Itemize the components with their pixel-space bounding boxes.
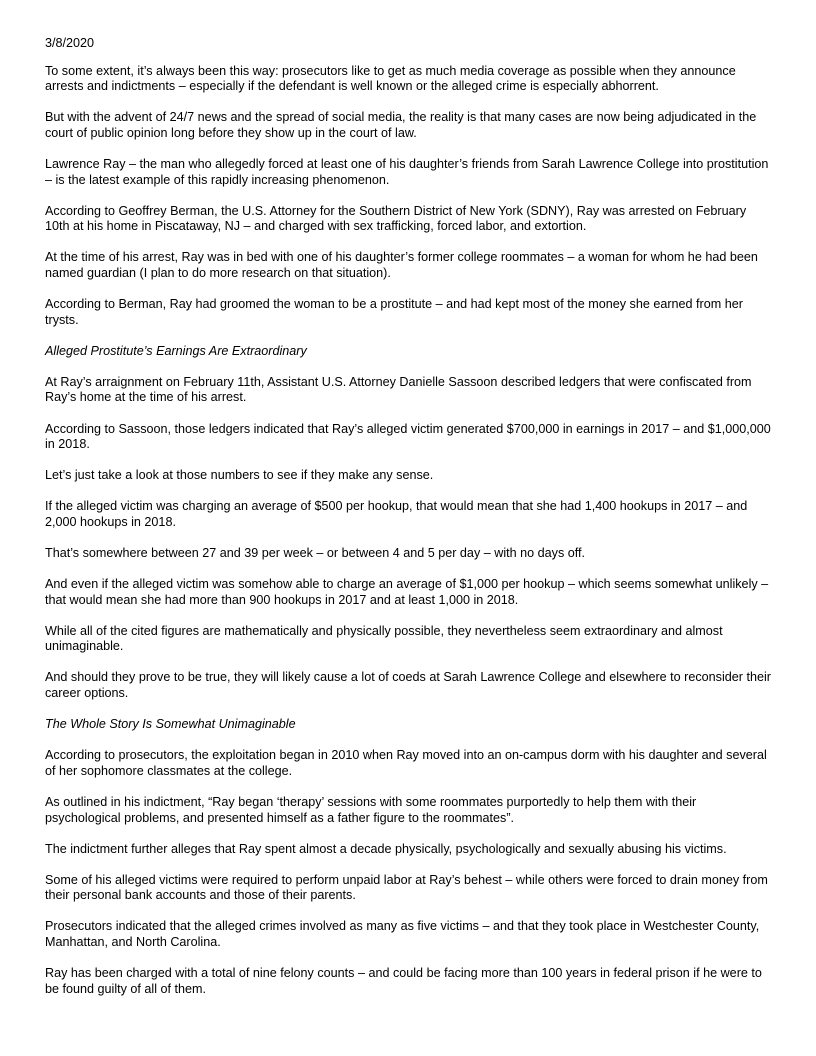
paragraph: At Ray’s arraignment on February 11th, Assistant U.S. Attorney Danielle Sassoon described ledgers that were confiscated from Ray’s home at the time of his arrest. — [45, 374, 752, 405]
paragraph: The indictment further alleges that Ray spent almost a decade physically, psychologically and sexually abusing his victims. — [45, 841, 727, 856]
paragraph: Lawrence Ray – the man who allegedly forced at least one of his daughter’s friends from Sarah Lawrence College into prostitution – is the latest example of this rapidly increasing phenomenon. — [45, 156, 769, 187]
paragraph: According to Sassoon, those ledgers indicated that Ray’s alleged victim generated $700,000 in earnings in 2017 – and $1,000,000 in 2018. — [45, 421, 771, 452]
paragraph: According to Berman, Ray had groomed the woman to be a prostitute – and had kept most of the money she earned from her trysts. — [45, 297, 743, 327]
paragraph: According to Geoffrey Berman, the U.S. Attorney for the Southern District of New York (SDNY), Ray was arrested on February 10th at his home in Piscataway, NJ – and charged with sex trafficking, forced labor, and extortion. — [45, 203, 747, 234]
section-heading: Alleged Prostitute’s Earnings Are Extraordinary — [45, 343, 307, 358]
paragraph: To some extent, it’s always been this way: prosecutors like to get as much media coverage as possible when they announce arrests and indictments – especially if the defendant is well known or the alleged crime is especially abhorrent. — [45, 63, 736, 94]
paragraph: And should they prove to be true, they will likely cause a lot of coeds at Sarah Lawrence College and elsewhere to reconsider their career options. — [45, 670, 771, 701]
section-heading: The Whole Story Is Somewhat Unimaginable — [45, 717, 296, 732]
document-page — [45, 36, 773, 1013]
paragraph: If the alleged victim was charging an average of $500 per hookup, that would mean that she had 1,400 hookups in 2017 – and 2,000 hookups in 2018. — [45, 499, 748, 529]
paragraph: That’s somewhere between 27 and 39 per week – or between 4 and 5 per day – with no days off. — [45, 545, 586, 560]
paragraph: According to prosecutors, the exploitation began in 2010 when Ray moved into an on-campus dorm with his daughter and several of her sophomore classmates at the college. — [45, 748, 767, 778]
document-date: 3/8/2020 — [45, 36, 95, 50]
paragraph: Ray has been charged with a total of nine felony counts – and could be facing more than 100 years in federal prison if he were to be found guilty of all of them. — [45, 966, 762, 996]
paragraph: As outlined in his indictment, “Ray began ‘therapy’ sessions with some roommates purportedly to help them with their psychological problems, and presented himself as a father figure to the roommates”. — [45, 794, 697, 825]
paragraph: Let’s just take a look at those numbers to see if they make any sense. — [45, 468, 434, 483]
paragraph: Prosecutors indicated that the alleged crimes involved as many as five victims – and that they took place in Westchester County, Manhattan, and North Carolina. — [45, 919, 760, 949]
paragraph: And even if the alleged victim was somehow able to charge an average of $1,000 per hookup – which seems somewhat unlikely – that would mean she had more than 900 hookups in 2017 and at least 1,000 in 2018. — [45, 577, 769, 607]
paragraph: Some of his alleged victims were required to perform unpaid labor at Ray’s behest – while others were forced to drain money from their personal bank accounts and those of their parents. — [45, 872, 768, 903]
paragraph: At the time of his arrest, Ray was in bed with one of his daughter’s former college roommates – a woman for whom he had been named guardian (I plan to do more research on that situation). — [45, 250, 758, 280]
paragraph: But with the advent of 24/7 news and the spread of social media, the reality is that many cases are now being adjudicated in the court of public opinion long before they show up in the court of law. — [45, 110, 757, 140]
paragraph: While all of the cited figures are mathematically and physically possible, they nevertheless seem extraordinary and almost unimaginable. — [45, 623, 723, 654]
